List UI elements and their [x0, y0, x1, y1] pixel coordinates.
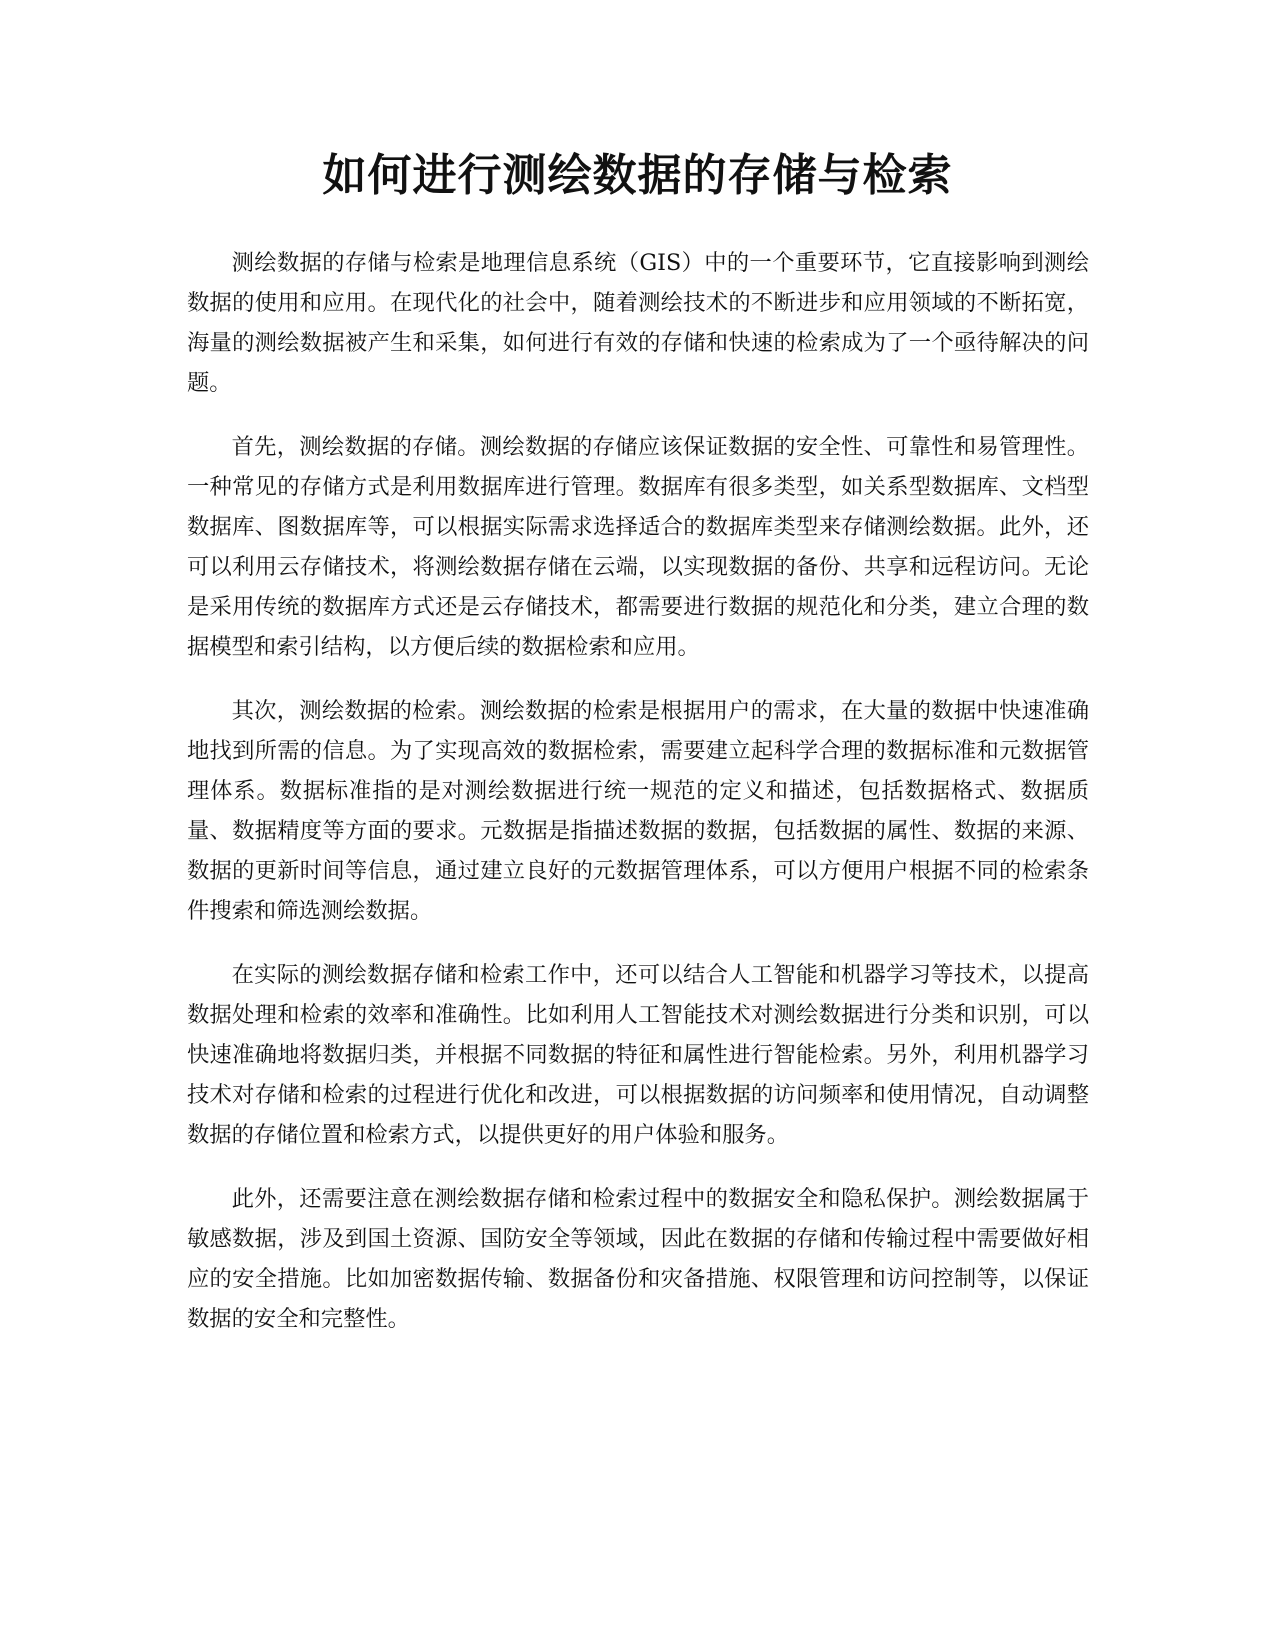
- document-title: 如何进行测绘数据的存储与检索: [322, 150, 953, 201]
- document-body: [187, 243, 1089, 1363]
- paragraph-ai-ml: 在实际的测绘数据存储和检索工作中，还可以结合人工智能和机器学习等技术，以提高数据处理和检索的效率和准确性。比如利用人工智能技术对测绘数据进行分类和识别，可以快速准确地将数据归类，并根据不同数据的特征和属性进行智能检索。另外，利用机器学习技术对存储和检索的过程进行优化和改进，可以根据数据的访问频率和使用情况，自动调整数据的存储位置和检索方式，以提供更好的用户体验和服务。: [187, 962, 1089, 1148]
- paragraph-security: 此外，还需要注意在测绘数据存储和检索过程中的数据安全和隐私保护。测绘数据属于敏感数据，涉及到国土资源、国防安全等领域，因此在数据的存储和传输过程中需要做好相应的安全措施。比如加密数据传输、数据备份和灾备措施、权限管理和访问控制等，以保证数据的安全和完整性。: [187, 1186, 1089, 1332]
- paragraph-intro: 测绘数据的存储与检索是地理信息系统（GIS）中的一个重要环节，它直接影响到测绘数据的使用和应用。在现代化的社会中，随着测绘技术的不断进步和应用领域的不断拓宽，海量的测绘数据被产生和采集，如何进行有效的存储和快速的检索成为了一个亟待解决的问题。: [187, 250, 1089, 396]
- paragraph-storage: 首先，测绘数据的存储。测绘数据的存储应该保证数据的安全性、可靠性和易管理性。一种常见的存储方式是利用数据库进行管理。数据库有很多类型，如关系型数据库、文档型数据库、图数据库等，可以根据实际需求选择适合的数据库类型来存储测绘数据。此外，还可以利用云存储技术，将测绘数据存储在云端，以实现数据的备份、共享和远程访问。无论是采用传统的数据库方式还是云存储技术，都需要进行数据的规范化和分类，建立合理的数据模型和索引结构，以方便后续的数据检索和应用。: [187, 434, 1089, 660]
- paragraph-retrieval: 其次，测绘数据的检索。测绘数据的检索是根据用户的需求，在大量的数据中快速准确地找到所需的信息。为了实现高效的数据检索，需要建立起科学合理的数据标准和元数据管理体系。数据标准指的是对测绘数据进行统一规范的定义和描述，包括数据格式、数据质量、数据精度等方面的要求。元数据是指描述数据的数据，包括数据的属性、数据的来源、数据的更新时间等信息，通过建立良好的元数据管理体系，可以方便用户根据不同的检索条件搜索和筛选测绘数据。: [187, 698, 1089, 924]
